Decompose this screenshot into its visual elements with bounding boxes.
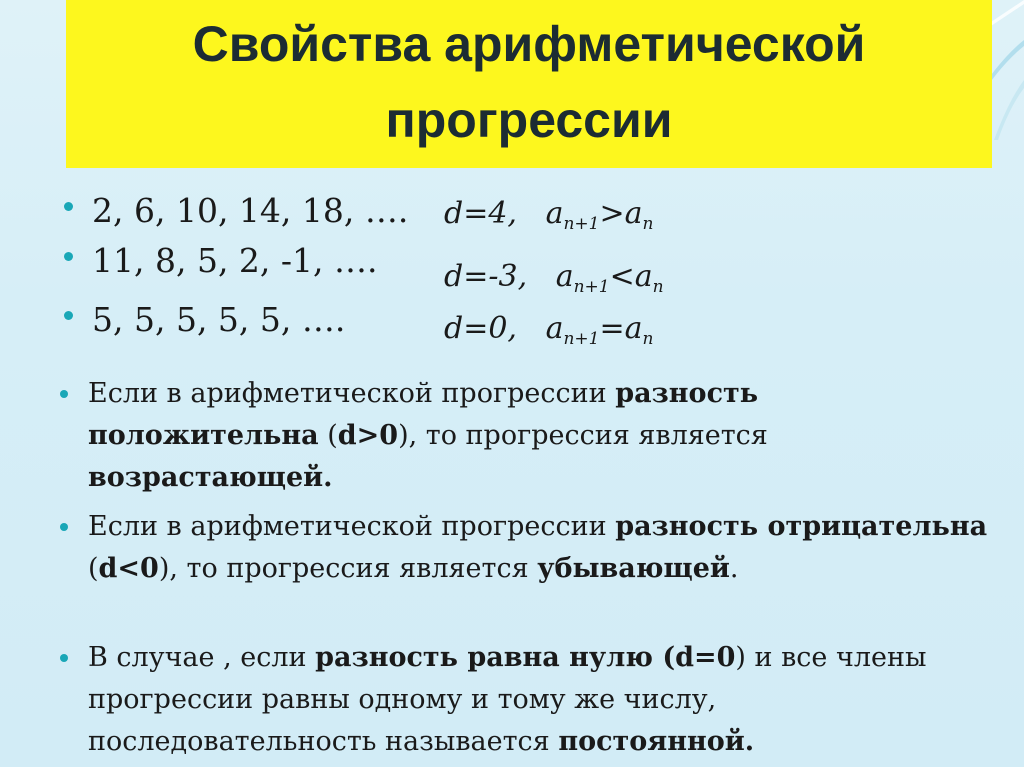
title-line-2: прогрессии <box>385 92 673 148</box>
bullet-icon <box>60 390 68 398</box>
paragraph-increasing: Если в арифметической прогрессии разность положительна (d>0), то прогрессия является возрастающей. <box>88 378 768 493</box>
bullet-icon <box>64 252 73 261</box>
sequence-1: 2, 6, 10, 14, 18, …. <box>92 191 409 230</box>
paragraph-decreasing: Если в арифметической прогрессии разность отрицательна (d<0), то прогрессия является убывающей. <box>88 511 988 584</box>
slide-title <box>66 6 992 158</box>
formula-3: d=0, $a_{n+1}=a_n$ <box>444 311 654 349</box>
formula-2: d=-3, $a_{n+1}<a_n$ <box>444 259 664 297</box>
bullet-icon <box>60 654 68 662</box>
sequence-2: 11, 8, 5, 2, -1, …. <box>92 241 378 280</box>
sequence-3: 5, 5, 5, 5, 5, …. <box>92 300 346 339</box>
bullet-icon <box>60 523 68 531</box>
bullet-icon <box>64 311 73 320</box>
formula-1: d=4, $a_{n+1}>a_n$ <box>444 196 654 234</box>
paragraph-constant: В случае , если разность равна нулю (d=0) и все члены прогрессии равны одному и тому же числу, последовательность называется постоянной. <box>88 642 927 757</box>
bullet-icon <box>64 202 73 211</box>
title-line-1: Свойства арифметической <box>192 16 866 72</box>
